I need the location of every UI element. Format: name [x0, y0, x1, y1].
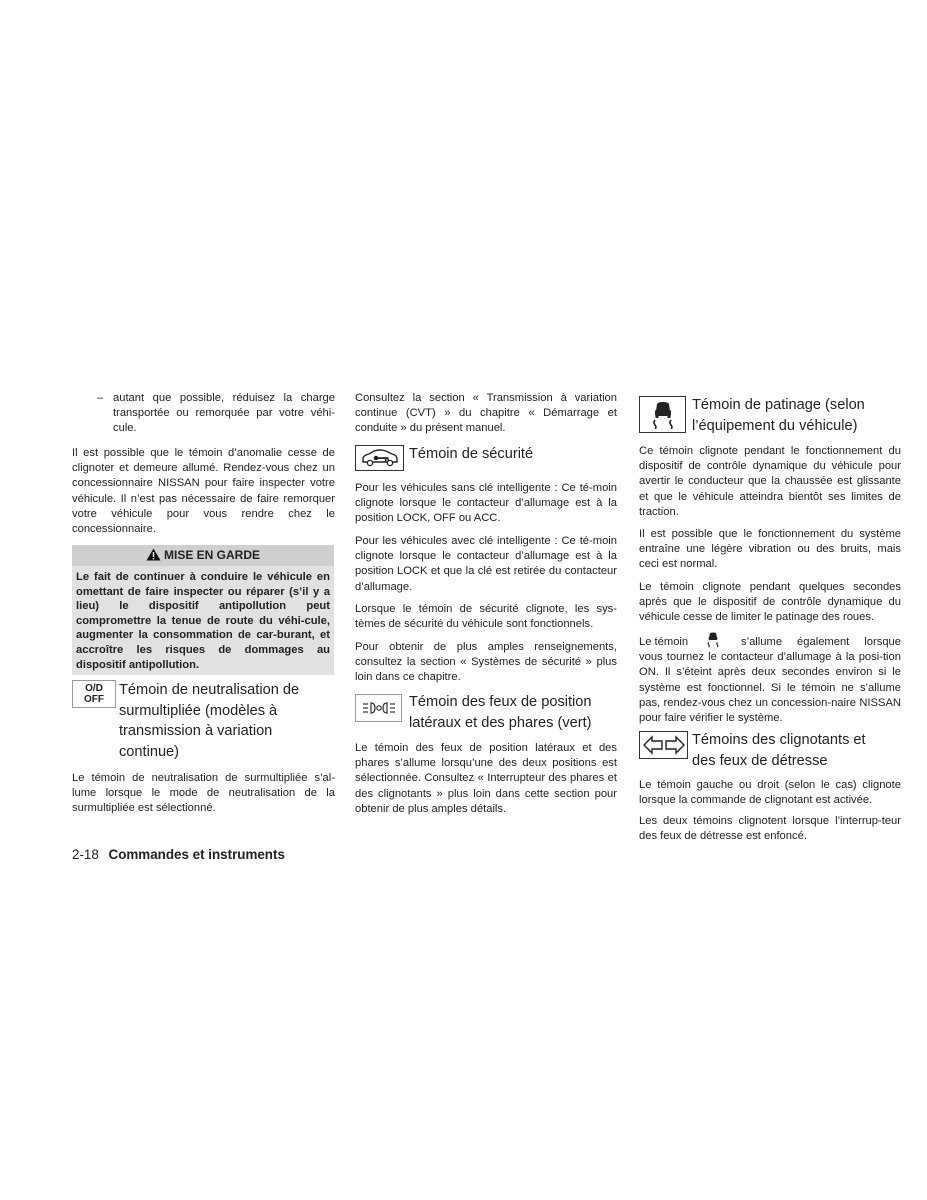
od-icon-top-text: O/D	[85, 683, 103, 694]
paragraph: Le témoin des feux de position latéraux et des phares s’allume lorsqu’une des deux positions est sélectionnée. Consultez « Interrupteur des phares et des clignotants » plus loin dans cette section pour obtenir de plus amples détails.	[355, 742, 617, 815]
od-off-icon	[72, 680, 116, 708]
paragraph: Pour les véhicules avec clé intelligente : Ce té-moin clignote lorsque le contacteur d’allumage est à la position LOCK et que la clé est retirée du contacteur d’allumage.	[355, 535, 617, 593]
paragraph: Le témoin clignote pendant quelques secondes après que le dispositif de contrôle dynamique du véhicule cesse de limiter le patinage des roues.	[639, 581, 901, 624]
warning-title: MISE EN GARDE	[163, 548, 260, 562]
od-icon-bottom-text: OFF	[84, 694, 104, 705]
turn-heading: Témoins des clignotants et des feux de détresse	[692, 732, 866, 769]
warning-header	[72, 545, 334, 566]
security-heading: Témoin de sécurité	[409, 446, 534, 462]
turn-signal-arrows-icon	[639, 731, 688, 759]
warning-body	[72, 566, 334, 675]
warning-text: Le fait de continuer à conduire le véhicule en omettant de faire inspecter ou réparer (s’il y a lieu) le dispositif antipollution peut compromettre la tenue de route du véhi-cule, augmenter la consommation de car-burant, et accroître les risques de dommages au dispositif antipollution.	[76, 571, 330, 671]
skid-slip-icon	[639, 396, 686, 433]
paragraph: Le témoin gauche ou droit (selon le cas) clignote lorsque la commande de clignotant est activée.	[639, 779, 901, 807]
security-car-key-icon	[355, 445, 404, 471]
paragraph: Pour obtenir de plus amples renseignements, consultez la section « Systèmes de sécurité » plus loin dans ce chapitre.	[355, 641, 617, 684]
paragraph: Lorsque le témoin de sécurité clignote, les sys-tèmes de sécurité du véhicule sont fonctionnels.	[355, 603, 617, 631]
page-footer	[72, 847, 285, 862]
od-heading: Témoin de neutralisation de surmultipliée (modèles à transmission à variation continue)	[119, 682, 300, 760]
paragraph: Il est possible que le témoin d’anomalie cesse de clignoter et demeure allumé. Rendez-vous chez un concessionnaire NISSAN pour faire inspecter votre véhicule. Il n’est pas nécessaire de faire remorquer votre véhicule pour vous rendre chez le concessionnaire.	[72, 447, 335, 536]
paragraph: Ce témoin clignote pendant le fonctionnement du dispositif de contrôle dynamique du véhicule pour avertir le conducteur que la chaussée est glissante et que le véhicule atteindra bientôt ses limites de traction.	[639, 445, 901, 518]
paragraph: Le témoin de neutralisation de surmultipliée s’al-lume lorsque le mode de neutralisation de la surmultipliée est sélectionné.	[72, 772, 335, 815]
side-lights-headlamp-icon	[355, 694, 402, 722]
warning-triangle-icon	[146, 547, 161, 568]
slip-p4-lead: Le témoin	[639, 636, 689, 648]
lights-heading: Témoin des feux de position latéraux et des phares (vert)	[409, 694, 592, 731]
slip-heading: Témoin de patinage (selon l’équipement du véhicule)	[692, 397, 865, 434]
paragraph: Les deux témoins clignotent lorsque l’interrup-teur des feux de détresse est enfoncé.	[639, 815, 901, 843]
paragraph: Consultez la section « Transmission à variation continue (CVT) » du chapitre « Démarrage et conduite » du présent manuel.	[355, 392, 617, 435]
page-number: 2-18	[72, 847, 99, 862]
paragraph: Pour les véhicules sans clé intelligente : Ce té-moin clignote lorsque le contacteur d’allumage est à la position LOCK, OFF ou ACC.	[355, 482, 617, 525]
bullet-text: autant que possible, réduisez la charge transportée ou remorquée par votre véhi-cule.	[113, 392, 335, 435]
section-title: Commandes et instruments	[108, 847, 285, 862]
paragraph: Il est possible que le fonctionnement du système entraîne une légère vibration ou des bruits, mais ceci est normal.	[639, 528, 901, 571]
paragraph: s’allume également lorsque vous tournez le contacteur d’allumage à la posi-tion ON. Il s’éteint après deux secondes environ si le système est fonctionnel. Si le témoin ne s’allume pas, rendez-vous chez un concession-naire NISSAN pour faire vérifier le système.	[639, 636, 901, 725]
bullet-dash: –	[97, 392, 104, 404]
